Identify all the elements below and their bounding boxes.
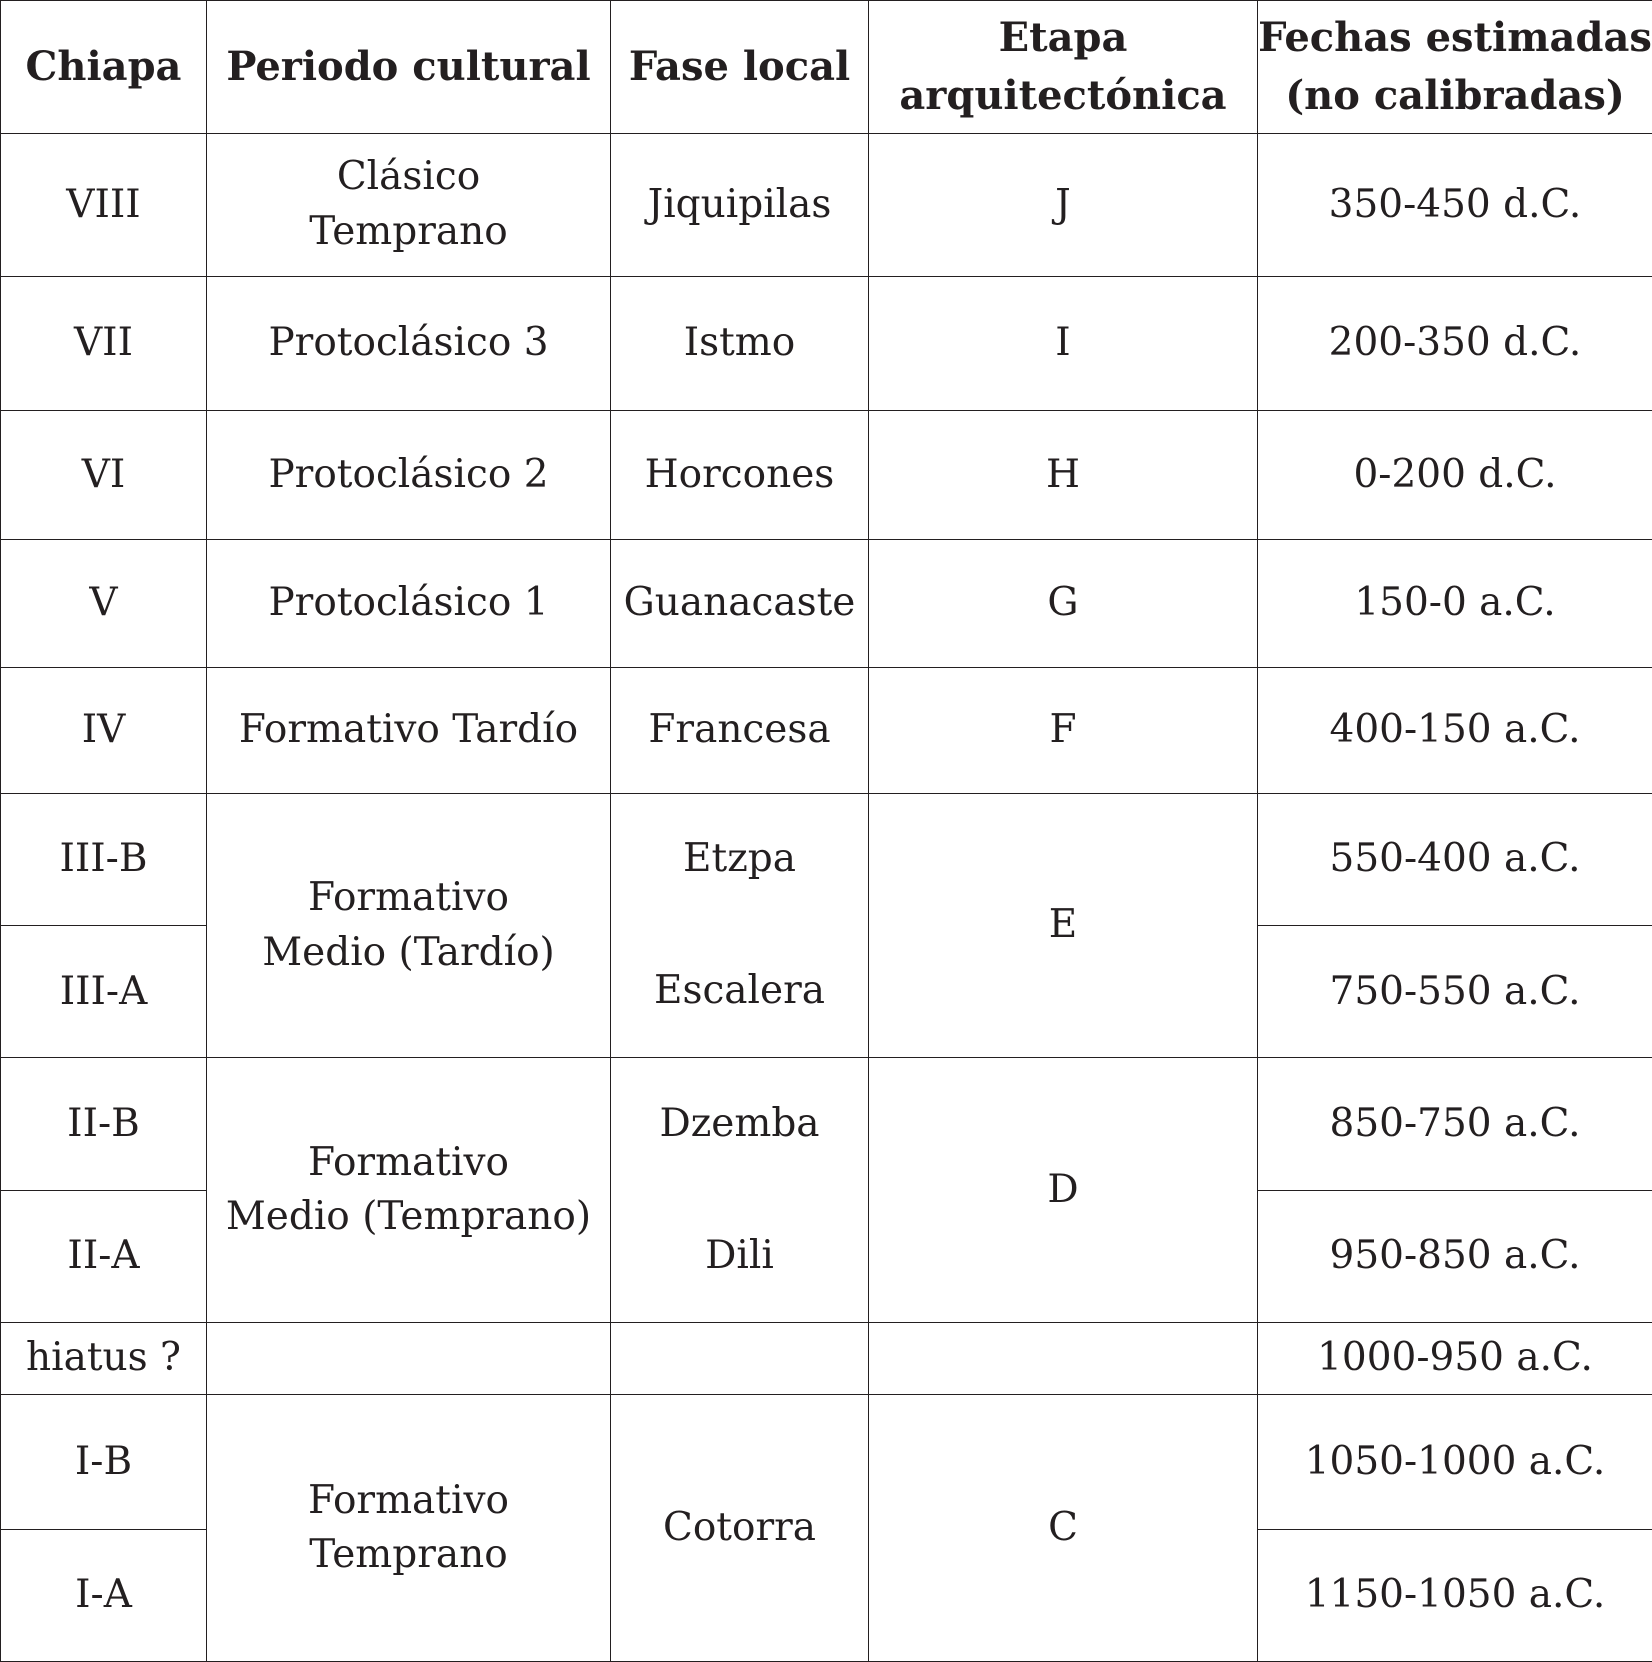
header-etapa-line2: arquitectónica (899, 72, 1227, 120)
cell-periodo: Protoclásico 2 (207, 410, 611, 539)
cell-etapa: E (869, 793, 1258, 1058)
cell-fase: Horcones (611, 410, 869, 539)
periodo-line1: Clásico (336, 154, 481, 200)
cell-periodo (207, 134, 611, 276)
header-fechas-line2: (no calibradas) (1285, 72, 1625, 120)
header-fase (611, 1, 869, 134)
cell-fechas: 1150-1050 a.C. (1258, 1529, 1652, 1661)
cell-etapa: D (869, 1058, 1258, 1323)
header-fase-label: Fase local (628, 43, 851, 91)
cell-fechas: 1050-1000 a.C. (1258, 1395, 1652, 1529)
cell-etapa: F (869, 667, 1258, 793)
cell-chiapa: I-B (1, 1395, 207, 1529)
hiatus-row (1, 1323, 1652, 1395)
periodo-line1: Formativo (308, 875, 509, 921)
cell-chiapa: V (1, 540, 207, 667)
table-row (1, 1058, 1652, 1190)
header-etapa (869, 1, 1258, 134)
cell-fechas: 0-200 d.C. (1258, 410, 1652, 539)
periodo-line1: Formativo (308, 1139, 509, 1185)
fase-a: Dili (705, 1232, 774, 1278)
header-periodo (207, 1, 611, 134)
periodo-line2: Temprano (309, 208, 508, 254)
header-fechas-line1: Fechas estimadas (1258, 14, 1652, 62)
header-periodo-label: Periodo cultural (226, 43, 591, 91)
cell-etapa: I (869, 276, 1258, 410)
cell-fase: Jiquipilas (611, 134, 869, 276)
table-row (1, 276, 1652, 410)
table-row (1, 134, 1652, 276)
fase-b: Etzpa (683, 836, 796, 882)
cell-fase-empty (611, 1323, 869, 1395)
table-row (1, 667, 1652, 793)
table-row (1, 1395, 1652, 1529)
cell-fechas: 750-550 a.C. (1258, 926, 1652, 1058)
header-row (1, 1, 1652, 134)
cell-fechas: 350-450 d.C. (1258, 134, 1652, 276)
cell-fechas: 1000-950 a.C. (1258, 1323, 1652, 1395)
fase-stack (611, 1058, 868, 1322)
cell-chiapa: hiatus ? (1, 1323, 207, 1395)
cell-fase: Istmo (611, 276, 869, 410)
cell-periodo: Formativo Tardío (207, 667, 611, 793)
cell-chiapa: VII (1, 276, 207, 410)
cell-etapa: C (869, 1395, 1258, 1662)
cell-fase: Francesa (611, 667, 869, 793)
cell-periodo (207, 1058, 611, 1323)
header-etapa-line1: Etapa (998, 14, 1128, 62)
cell-chiapa: VIII (1, 134, 207, 276)
periodo-line2: Medio (Temprano) (225, 1194, 592, 1240)
cell-fechas: 400-150 a.C. (1258, 667, 1652, 793)
periodo-line2: Temprano (309, 1532, 508, 1578)
cell-periodo: Protoclásico 3 (207, 276, 611, 410)
cell-fechas: 200-350 d.C. (1258, 276, 1652, 410)
header-chiapa-label: Chiapa (25, 43, 182, 91)
cell-etapa: H (869, 410, 1258, 539)
header-fechas (1258, 1, 1652, 134)
cell-fase (611, 1058, 869, 1323)
cell-etapa: J (869, 134, 1258, 276)
cell-periodo (207, 793, 611, 1058)
cell-periodo: Protoclásico 1 (207, 540, 611, 667)
table-row (1, 793, 1652, 925)
cell-periodo-empty (207, 1323, 611, 1395)
cell-fechas: 150-0 a.C. (1258, 540, 1652, 667)
cell-etapa: G (869, 540, 1258, 667)
cell-chiapa: I-A (1, 1529, 207, 1661)
cell-periodo (207, 1395, 611, 1662)
cell-fase: Cotorra (611, 1395, 869, 1662)
cell-chiapa: II-A (1, 1190, 207, 1322)
cell-etapa-empty (869, 1323, 1258, 1395)
cell-fase: Guanacaste (611, 540, 869, 667)
cell-chiapa: VI (1, 410, 207, 539)
table-row (1, 410, 1652, 539)
periodo-line2: Medio (Tardío) (262, 929, 555, 975)
cell-chiapa: III-A (1, 926, 207, 1058)
fase-stack (611, 794, 868, 1058)
cell-chiapa: III-B (1, 793, 207, 925)
cell-fechas: 850-750 a.C. (1258, 1058, 1652, 1190)
cell-fase (611, 793, 869, 1058)
fase-b: Dzemba (659, 1101, 820, 1147)
cell-chiapa: II-B (1, 1058, 207, 1190)
periodo-line1: Formativo (308, 1477, 509, 1523)
header-chiapa (1, 1, 207, 134)
cell-fechas: 950-850 a.C. (1258, 1190, 1652, 1322)
table-row (1, 540, 1652, 667)
fase-a: Escalera (653, 968, 826, 1014)
cell-fechas: 550-400 a.C. (1258, 793, 1652, 925)
cell-chiapa: IV (1, 667, 207, 793)
